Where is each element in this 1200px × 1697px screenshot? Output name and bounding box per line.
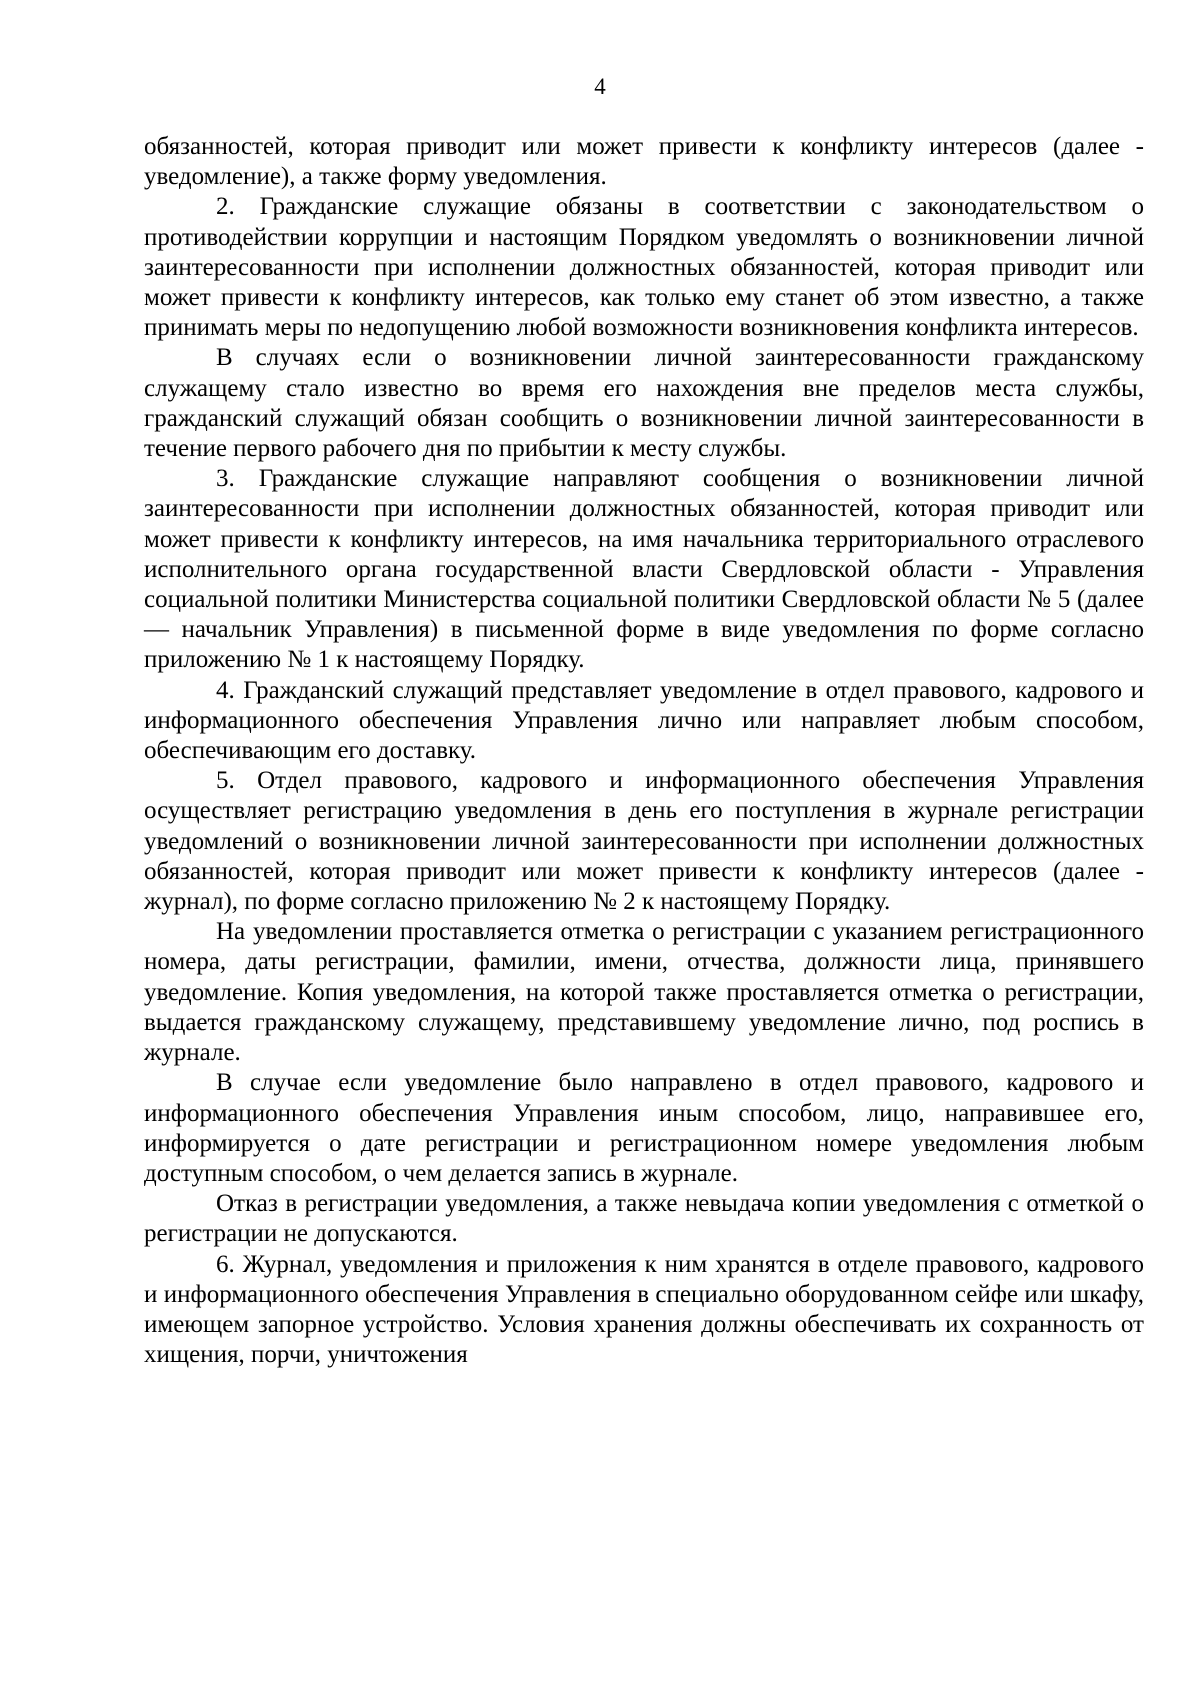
paragraph: Отказ в регистрации уведомления, а также невыдача копии уведомления с отметкой о регистрации не допускаются.: [144, 1190, 1144, 1248]
paragraph: В случае если уведомление было направлено в отдел правового, кадрового и информационного обеспечения Управления иным способом, лицо, направившее его, информируется о дате регистрации и регистрационном номере уведомления любым доступным способом, о чем делается запись в журнале.: [144, 1069, 1144, 1187]
paragraph-item-2: 2. Гражданские служащие обязаны в соответствии с законодательством о противодействии коррупции и настоящим Порядком уведомлять о возникновении личной заинтересованности при исполнении должностных обязанностей, которая приводит или может привести к конфликту интересов, как только ему станет об этом известно, а также принимать меры по недопущению любой возможности возникновения конфликта интересов.: [144, 193, 1144, 342]
paragraph-item-6: 6. Журнал, уведомления и приложения к ним хранятся в отделе правового, кадрового и информационного обеспечения Управления в специально оборудованном сейфе или шкафу, имеющем запорное устройство. Условия хранения должны обеспечивать их сохранность от хищения, порчи, уничтожения: [144, 1250, 1144, 1369]
page-number: 4: [594, 74, 606, 99]
paragraph-item-4: 4. Гражданский служащий представляет уведомление в отдел правового, кадрового и информационного обеспечения Управления лично или направляет любым способом, обеспечивающим его доставку.: [144, 676, 1144, 765]
paragraph-item-3: 3. Гражданские служащие направляют сообщения о возникновении личной заинтересованности при исполнении должностных обязанностей, которая приводит или может привести к конфликту интересов, на имя начальника территориального отраслевого исполнительного органа государственной власти Свердловской области - Управления социальной политики Министерства социальной политики Свердловской области № 5 (далее — начальник Управления) в письменной форме в виде уведомления по форме согласно приложению № 1 к настоящему Порядку.: [144, 465, 1144, 674]
paragraph-item-5: 5. Отдел правового, кадрового и информационного обеспечения Управления осуществляет регистрацию уведомления в день его поступления в журнале регистрации уведомлений о возникновении личной заинтересованности при исполнении должностных обязанностей, которая приводит или может привести к конфликту интересов (далее - журнал), по форме согласно приложению № 2 к настоящему Порядку.: [144, 767, 1144, 916]
paragraph: В случаях если о возникновении личной заинтересованности гражданскому служащему стало известно во время его нахождения вне пределов места службы, гражданский служащий обязан сообщить о возникновении личной заинтересованности в течение первого рабочего дня по прибытии к месту службы.: [144, 344, 1144, 463]
document-body: [144, 132, 1144, 1370]
paragraph-continuation: обязанностей, которая приводит или может привести к конфликту интересов (далее - уведомление), а также форму уведомления.: [144, 133, 1144, 191]
paragraph: На уведомлении проставляется отметка о регистрации с указанием регистрационного номера, даты регистрации, фамилии, имени, отчества, должности лица, принявшего уведомление. Копия уведомления, на которой также проставляется отметка о регистрации, выдается гражданскому служащему, представившему уведомление лично, под роспись в журнале.: [144, 918, 1144, 1067]
